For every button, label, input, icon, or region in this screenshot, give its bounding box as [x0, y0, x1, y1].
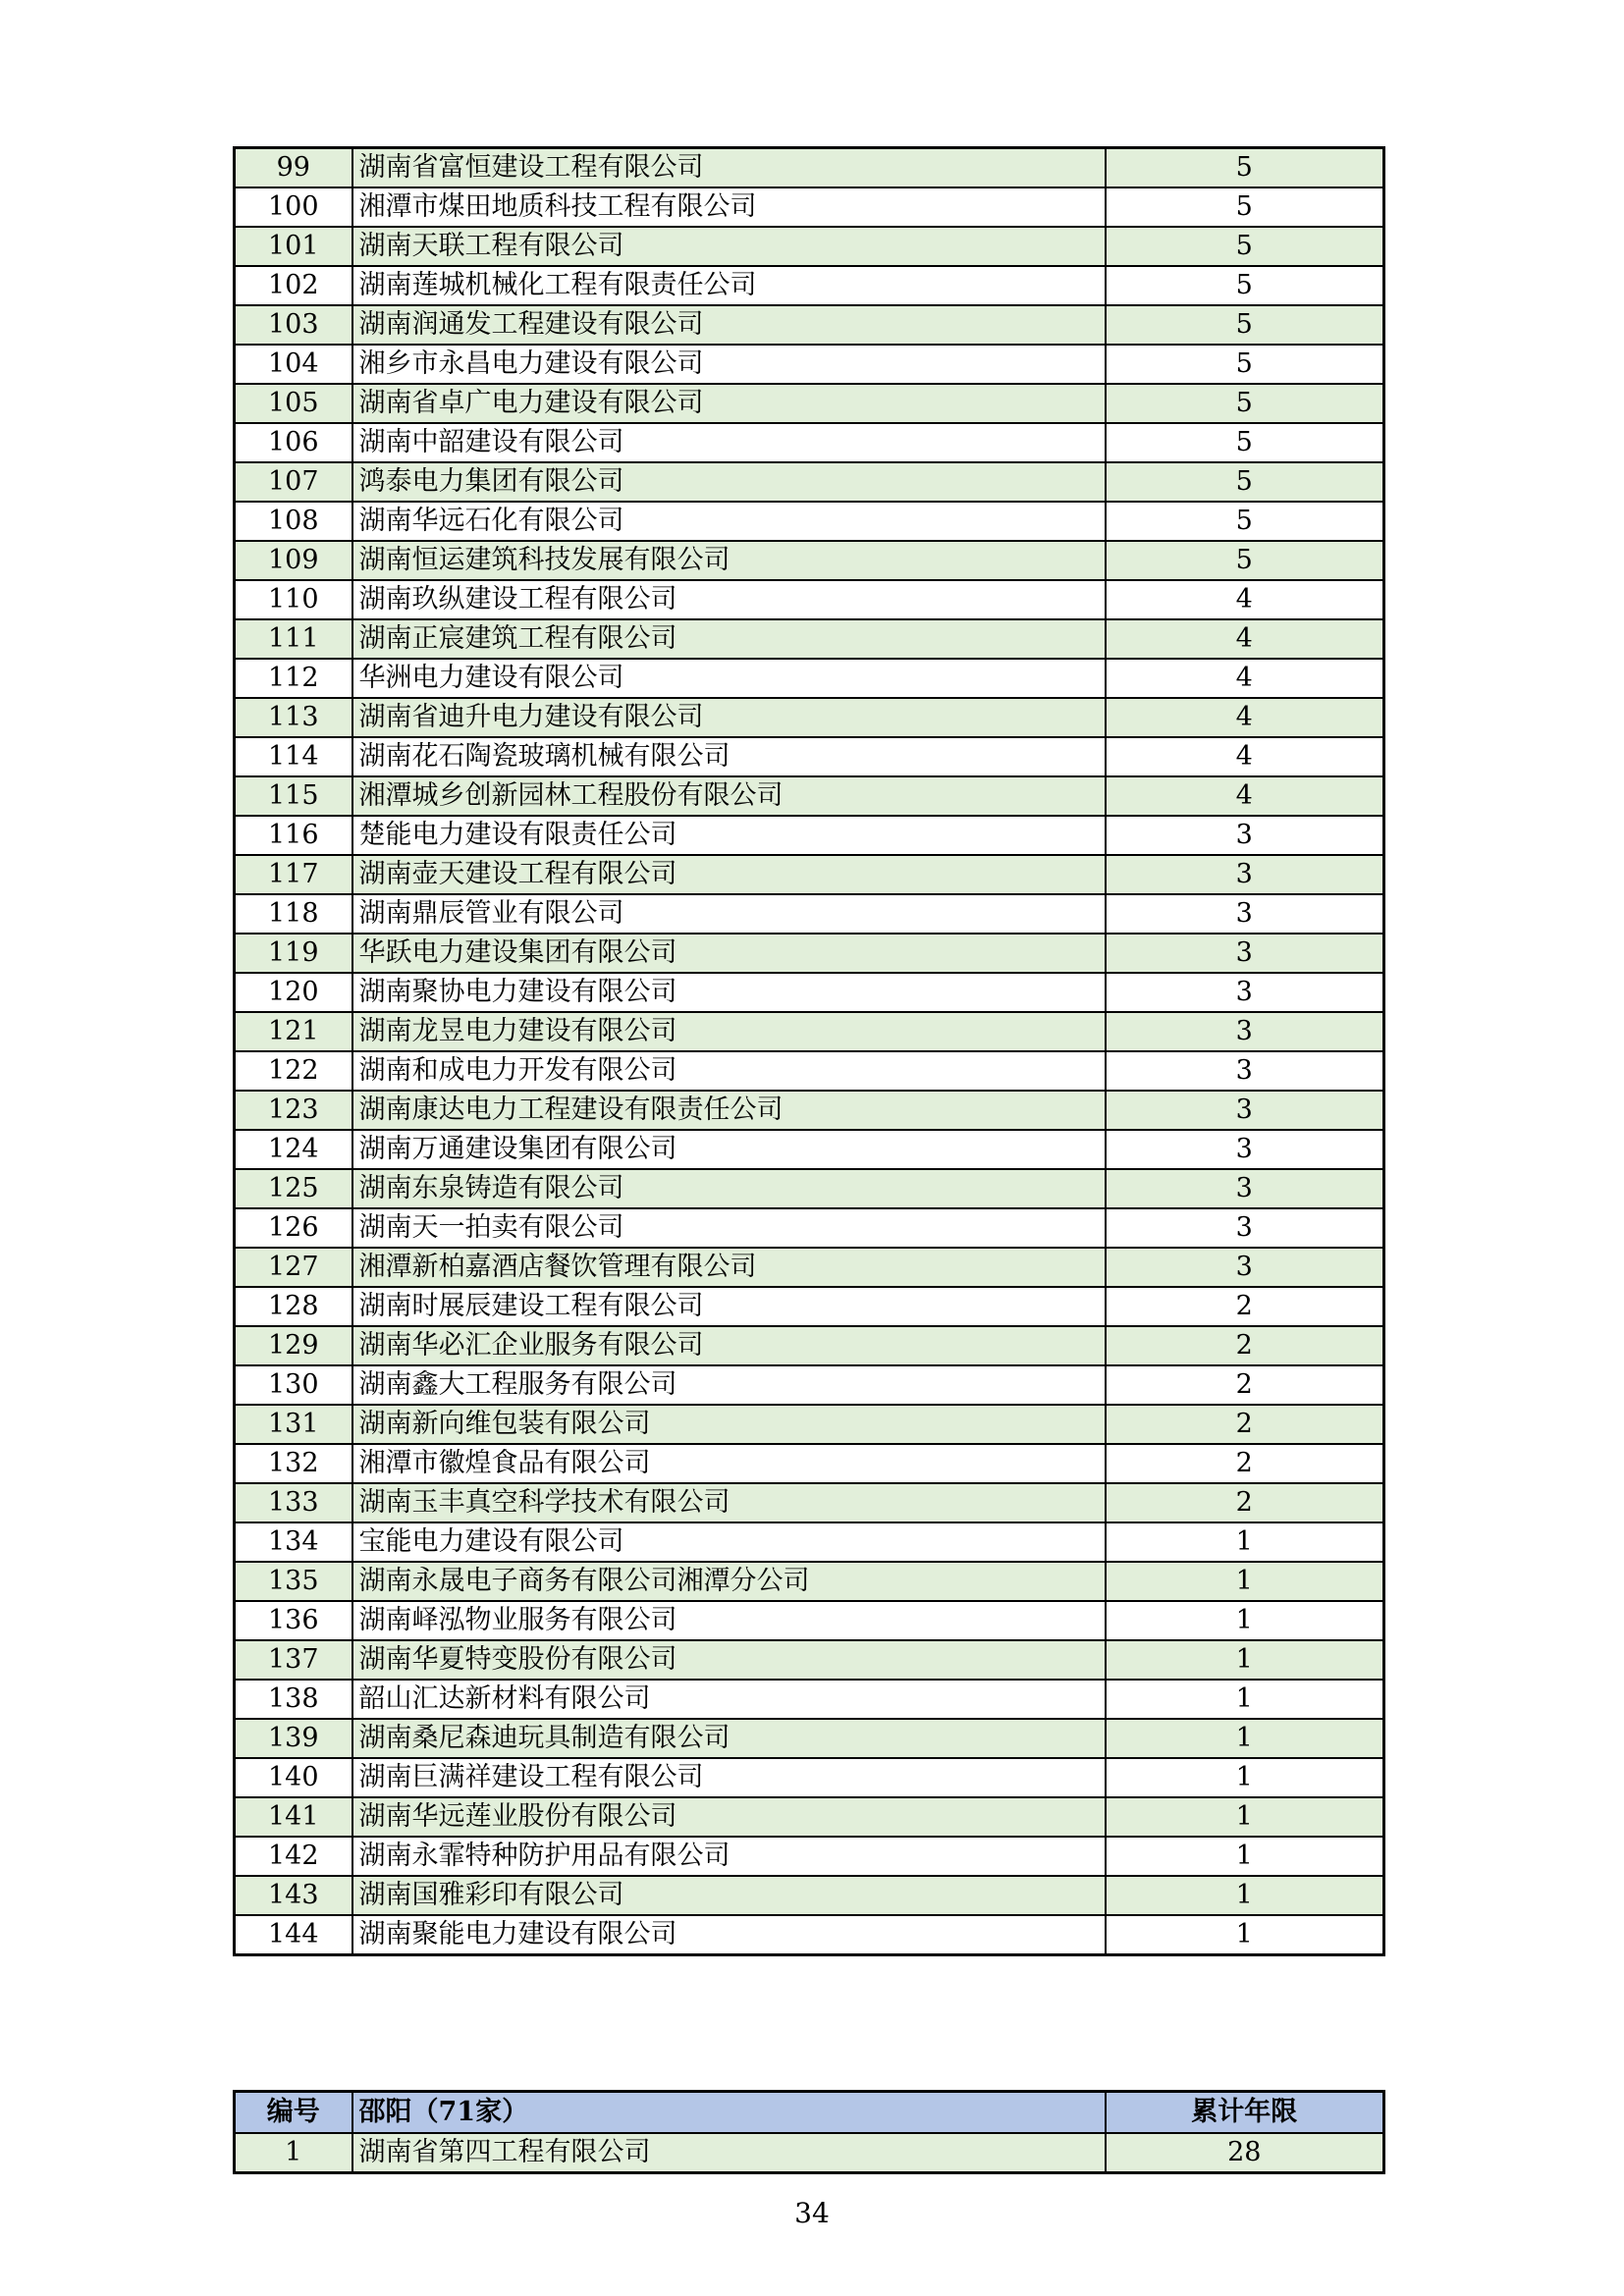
table-row [235, 148, 1384, 188]
table-row [235, 266, 1384, 305]
table-row [235, 462, 1384, 502]
company-name: 湘乡市永昌电力建设有限公司 [352, 345, 1106, 384]
company-name: 湖南东泉铸造有限公司 [352, 1169, 1106, 1208]
row-number: 108 [235, 502, 352, 541]
company-name: 湖南桑尼森迪玩具制造有限公司 [352, 1719, 1106, 1758]
table-row [235, 816, 1384, 855]
row-number: 113 [235, 698, 352, 737]
company-table-body [235, 148, 1384, 1955]
row-number: 105 [235, 384, 352, 423]
company-name: 湖南鼎辰管业有限公司 [352, 894, 1106, 934]
company-name: 湖南中韶建设有限公司 [352, 423, 1106, 462]
row-number: 116 [235, 816, 352, 855]
cumulative-years: 3 [1106, 1091, 1384, 1130]
company-name: 华洲电力建设有限公司 [352, 659, 1106, 698]
table-row [235, 1601, 1384, 1640]
cumulative-years: 3 [1106, 934, 1384, 973]
company-name: 湖南永霏特种防护用品有限公司 [352, 1837, 1106, 1876]
company-name: 湖南鑫大工程服务有限公司 [352, 1365, 1106, 1405]
company-name: 湖南玖纵建设工程有限公司 [352, 580, 1106, 619]
cumulative-years: 1 [1106, 1562, 1384, 1601]
row-number: 139 [235, 1719, 352, 1758]
company-name: 华跃电力建设集团有限公司 [352, 934, 1106, 973]
row-number: 134 [235, 1522, 352, 1562]
row-number: 138 [235, 1680, 352, 1719]
row-number: 133 [235, 1483, 352, 1522]
row-number: 125 [235, 1169, 352, 1208]
row-number: 121 [235, 1012, 352, 1051]
row-number: 99 [235, 148, 352, 188]
table-row [235, 227, 1384, 266]
company-name: 湘潭市徽煌食品有限公司 [352, 1444, 1106, 1483]
company-name: 湖南润通发工程建设有限公司 [352, 305, 1106, 345]
row-number: 123 [235, 1091, 352, 1130]
cumulative-years: 4 [1106, 659, 1384, 698]
company-name: 湖南万通建设集团有限公司 [352, 1130, 1106, 1169]
cumulative-years: 2 [1106, 1483, 1384, 1522]
table-row [235, 776, 1384, 816]
cumulative-years: 3 [1106, 1130, 1384, 1169]
table-row [235, 1915, 1384, 1955]
company-name: 湘潭城乡创新园林工程股份有限公司 [352, 776, 1106, 816]
cumulative-years: 3 [1106, 816, 1384, 855]
table-row [235, 619, 1384, 659]
row-number: 143 [235, 1876, 352, 1915]
cumulative-years: 4 [1106, 737, 1384, 776]
row-number: 119 [235, 934, 352, 973]
row-number: 129 [235, 1326, 352, 1365]
cumulative-years: 1 [1106, 1640, 1384, 1680]
row-number: 118 [235, 894, 352, 934]
table-row [235, 2133, 1384, 2173]
table-row [235, 1719, 1384, 1758]
table-row [235, 502, 1384, 541]
table-row [235, 187, 1384, 227]
company-name: 湖南天联工程有限公司 [352, 227, 1106, 266]
page-number: 34 [794, 2197, 830, 2229]
cumulative-years: 28 [1106, 2133, 1384, 2173]
row-number: 101 [235, 227, 352, 266]
cumulative-years: 1 [1106, 1680, 1384, 1719]
cumulative-years: 5 [1106, 502, 1384, 541]
company-name: 鸿泰电力集团有限公司 [352, 462, 1106, 502]
header-number: 编号 [235, 2092, 352, 2134]
cumulative-years: 3 [1106, 1169, 1384, 1208]
company-name: 湖南康达电力工程建设有限责任公司 [352, 1091, 1106, 1130]
cumulative-years: 1 [1106, 1719, 1384, 1758]
row-number: 102 [235, 266, 352, 305]
table-row [235, 1208, 1384, 1248]
cumulative-years: 4 [1106, 580, 1384, 619]
shaoyang-table [233, 2090, 1385, 2174]
row-number: 104 [235, 345, 352, 384]
company-name: 湖南玉丰真空科学技术有限公司 [352, 1483, 1106, 1522]
company-name: 湖南壶天建设工程有限公司 [352, 855, 1106, 894]
row-number: 117 [235, 855, 352, 894]
company-name: 湖南华远石化有限公司 [352, 502, 1106, 541]
cumulative-years: 5 [1106, 384, 1384, 423]
cumulative-years: 5 [1106, 345, 1384, 384]
table-row [235, 855, 1384, 894]
table-row [235, 737, 1384, 776]
company-name: 韶山汇达新材料有限公司 [352, 1680, 1106, 1719]
company-name: 湖南正宸建筑工程有限公司 [352, 619, 1106, 659]
row-number: 106 [235, 423, 352, 462]
table-row [235, 384, 1384, 423]
shaoyang-table-header [235, 2092, 1384, 2134]
company-name: 湖南时展辰建设工程有限公司 [352, 1287, 1106, 1326]
table-row [235, 305, 1384, 345]
company-name: 湖南和成电力开发有限公司 [352, 1051, 1106, 1091]
row-number: 109 [235, 541, 352, 580]
cumulative-years: 3 [1106, 855, 1384, 894]
cumulative-years: 1 [1106, 1915, 1384, 1955]
row-number: 141 [235, 1797, 352, 1837]
cumulative-years: 5 [1106, 227, 1384, 266]
company-name: 湖南国雅彩印有限公司 [352, 1876, 1106, 1915]
row-number: 135 [235, 1562, 352, 1601]
cumulative-years: 1 [1106, 1837, 1384, 1876]
row-number: 140 [235, 1758, 352, 1797]
row-number: 132 [235, 1444, 352, 1483]
shaoyang-table-body [235, 2092, 1384, 2173]
company-name: 湖南省卓广电力建设有限公司 [352, 384, 1106, 423]
cumulative-years: 1 [1106, 1797, 1384, 1837]
table-row [235, 1758, 1384, 1797]
company-name: 宝能电力建设有限公司 [352, 1522, 1106, 1562]
company-name: 湘潭市煤田地质科技工程有限公司 [352, 187, 1106, 227]
table-row [235, 1444, 1384, 1483]
header-cumulative-years: 累计年限 [1106, 2092, 1384, 2134]
company-name: 湖南华远莲业股份有限公司 [352, 1797, 1106, 1837]
table-row [235, 1091, 1384, 1130]
row-number: 142 [235, 1837, 352, 1876]
table-row [235, 1483, 1384, 1522]
cumulative-years: 2 [1106, 1287, 1384, 1326]
table-row [235, 541, 1384, 580]
cumulative-years: 3 [1106, 1012, 1384, 1051]
table-row [235, 934, 1384, 973]
cumulative-years: 3 [1106, 1051, 1384, 1091]
company-name: 湖南天一拍卖有限公司 [352, 1208, 1106, 1248]
company-name: 湖南花石陶瓷玻璃机械有限公司 [352, 737, 1106, 776]
cumulative-years: 4 [1106, 619, 1384, 659]
row-number: 128 [235, 1287, 352, 1326]
cumulative-years: 4 [1106, 776, 1384, 816]
row-number: 131 [235, 1405, 352, 1444]
table-row [235, 1640, 1384, 1680]
company-name: 湖南省迪升电力建设有限公司 [352, 698, 1106, 737]
cumulative-years: 2 [1106, 1444, 1384, 1483]
company-name: 湖南华必汇企业服务有限公司 [352, 1326, 1106, 1365]
table-row [235, 1562, 1384, 1601]
row-number: 107 [235, 462, 352, 502]
cumulative-years: 2 [1106, 1326, 1384, 1365]
row-number: 100 [235, 187, 352, 227]
cumulative-years: 1 [1106, 1876, 1384, 1915]
company-name: 湖南永晟电子商务有限公司湘潭分公司 [352, 1562, 1106, 1601]
table-row [235, 1876, 1384, 1915]
table-row [235, 345, 1384, 384]
cumulative-years: 5 [1106, 541, 1384, 580]
table-row [235, 1169, 1384, 1208]
row-number: 144 [235, 1915, 352, 1955]
cumulative-years: 5 [1106, 305, 1384, 345]
company-name: 湖南恒运建筑科技发展有限公司 [352, 541, 1106, 580]
table-row [235, 973, 1384, 1012]
company-name: 湖南巨满祥建设工程有限公司 [352, 1758, 1106, 1797]
header-region: 邵阳（71家） [352, 2092, 1106, 2134]
row-number: 112 [235, 659, 352, 698]
cumulative-years: 5 [1106, 148, 1384, 188]
table-row [235, 659, 1384, 698]
cumulative-years: 3 [1106, 894, 1384, 934]
table-row [235, 423, 1384, 462]
row-number: 111 [235, 619, 352, 659]
company-name: 湘潭新柏嘉酒店餐饮管理有限公司 [352, 1248, 1106, 1287]
row-number: 137 [235, 1640, 352, 1680]
table-row [235, 1522, 1384, 1562]
table-row [235, 1051, 1384, 1091]
table-row [235, 1287, 1384, 1326]
company-name: 湖南聚能电力建设有限公司 [352, 1915, 1106, 1955]
table-row [235, 1797, 1384, 1837]
company-name: 湖南省富恒建设工程有限公司 [352, 148, 1106, 188]
cumulative-years: 1 [1106, 1522, 1384, 1562]
row-number: 110 [235, 580, 352, 619]
table-row [235, 698, 1384, 737]
company-name: 楚能电力建设有限责任公司 [352, 816, 1106, 855]
table-row [235, 1837, 1384, 1876]
cumulative-years: 3 [1106, 973, 1384, 1012]
company-name: 湖南莲城机械化工程有限责任公司 [352, 266, 1106, 305]
table-row [235, 1130, 1384, 1169]
cumulative-years: 5 [1106, 423, 1384, 462]
table-row [235, 1012, 1384, 1051]
table-row [235, 1405, 1384, 1444]
row-number: 120 [235, 973, 352, 1012]
row-number: 103 [235, 305, 352, 345]
row-number: 1 [235, 2133, 352, 2173]
table-row [235, 580, 1384, 619]
company-name: 湖南省第四工程有限公司 [352, 2133, 1106, 2173]
row-number: 122 [235, 1051, 352, 1091]
cumulative-years: 1 [1106, 1601, 1384, 1640]
cumulative-years: 2 [1106, 1365, 1384, 1405]
cumulative-years: 3 [1106, 1248, 1384, 1287]
row-number: 136 [235, 1601, 352, 1640]
company-name: 湖南龙昱电力建设有限公司 [352, 1012, 1106, 1051]
cumulative-years: 1 [1106, 1758, 1384, 1797]
company-name: 湖南聚协电力建设有限公司 [352, 973, 1106, 1012]
row-number: 130 [235, 1365, 352, 1405]
cumulative-years: 5 [1106, 187, 1384, 227]
cumulative-years: 5 [1106, 462, 1384, 502]
cumulative-years: 4 [1106, 698, 1384, 737]
table-row [235, 1680, 1384, 1719]
company-table [233, 146, 1385, 1956]
company-name: 湖南新向维包装有限公司 [352, 1405, 1106, 1444]
row-number: 126 [235, 1208, 352, 1248]
row-number: 114 [235, 737, 352, 776]
row-number: 115 [235, 776, 352, 816]
table-row [235, 1326, 1384, 1365]
company-name: 湖南华夏特变股份有限公司 [352, 1640, 1106, 1680]
row-number: 127 [235, 1248, 352, 1287]
row-number: 124 [235, 1130, 352, 1169]
cumulative-years: 5 [1106, 266, 1384, 305]
cumulative-years: 2 [1106, 1405, 1384, 1444]
cumulative-years: 3 [1106, 1208, 1384, 1248]
company-name: 湖南峄泓物业服务有限公司 [352, 1601, 1106, 1640]
table-row [235, 1365, 1384, 1405]
table-row [235, 1248, 1384, 1287]
table-row [235, 894, 1384, 934]
